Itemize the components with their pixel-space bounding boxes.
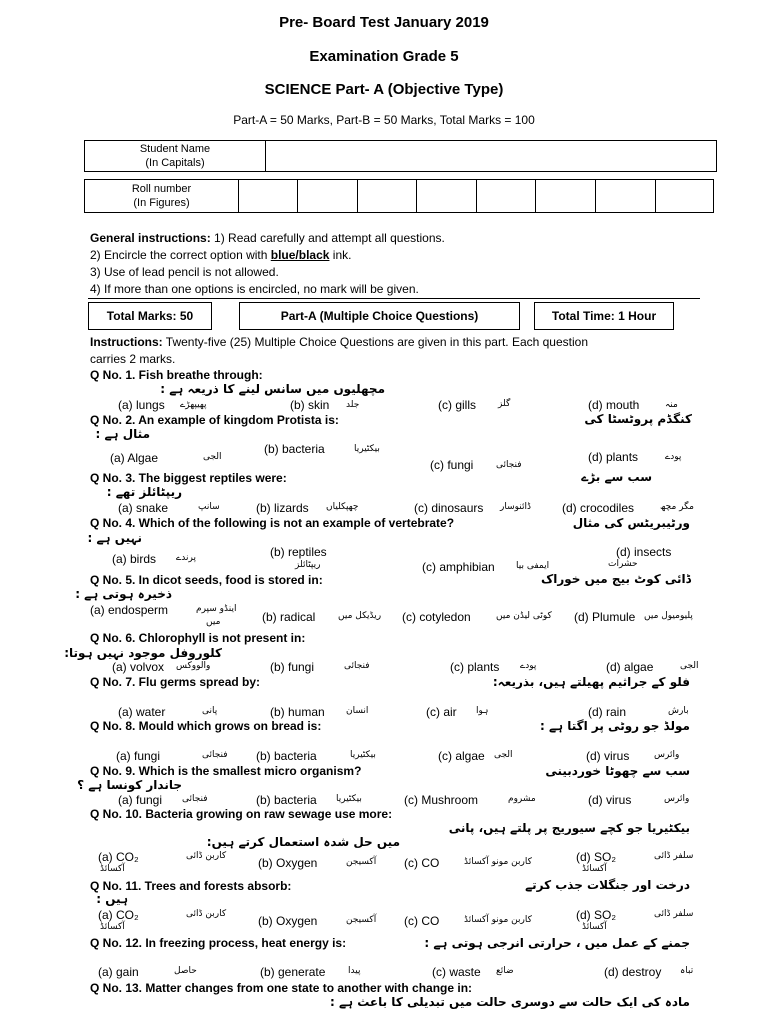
question-8-urdu: مولڈ جو روٹی پر اگتا ہے :	[540, 719, 690, 733]
q5-option-b-urdu: ریڈیکل میں	[338, 611, 382, 621]
question-3: Q No. 3. The biggest reptiles were:	[90, 471, 287, 485]
q8-option-a-urdu: فنجائی	[202, 750, 228, 760]
q3-option-c[interactable]: (c) dinosaurs	[414, 501, 484, 515]
q8-option-c-urdu: الجی	[494, 750, 513, 760]
q11-option-c-urdu: کاربن مونو آکسائڈ	[464, 915, 532, 925]
q6-option-d[interactable]: (d) algae	[606, 660, 654, 674]
q9-option-b-urdu: بیکٹیریا	[336, 794, 362, 804]
q2-option-c-urdu: فنجائی	[496, 460, 522, 470]
q7-option-b[interactable]: (b) human	[270, 705, 325, 719]
exam-grade: Examination Grade 5	[309, 48, 459, 65]
divider	[88, 298, 700, 299]
q9-option-d[interactable]: (d) virus	[588, 793, 632, 807]
question-6-urdu: کلوروفل موجود نہیں ہوتا:	[64, 646, 222, 660]
roll-number-label: Roll number (In Figures)	[131, 183, 192, 209]
q7-option-a-urdu: پانی	[202, 706, 218, 716]
q10-option-b-urdu: آکسیجن	[346, 857, 377, 867]
q9-option-c-urdu: مشروم	[508, 794, 536, 804]
question-8: Q No. 8. Mould which grows on bread is:	[90, 719, 322, 733]
q4-option-d[interactable]: (d) insects	[616, 545, 672, 559]
q12-option-d[interactable]: (d) destroy	[604, 965, 662, 979]
q3-option-d[interactable]: (d) crocodiles	[562, 501, 635, 515]
q11-option-d[interactable]: (d) SO₂	[576, 908, 616, 922]
general-instruction-4: 4) If more than one options is encircled, no mark will be given.	[90, 282, 419, 296]
q1-option-c-urdu: گلز	[498, 399, 511, 409]
q10-option-d[interactable]: (d) SO₂	[576, 850, 616, 864]
q4-option-a-urdu: پرندے	[176, 553, 196, 563]
q12-option-b-urdu: پیدا	[348, 966, 361, 976]
question-12-urdu: جمنے کے عمل میں ، حرارتی انرجی ہوتی ہے :	[424, 936, 690, 950]
question-9: Q No. 9. Which is the smallest micro organism?	[90, 764, 362, 778]
q5-option-c-urdu: کوٹی لیڈن میں	[496, 611, 552, 621]
part-a-box: Part-A (Multiple Choice Questions)	[239, 302, 520, 330]
question-4-urdu: ورٹیبریٹس کی مثال	[572, 516, 690, 530]
q7-option-d[interactable]: (d) rain	[588, 705, 627, 719]
question-9-urdu: سب سے چھوٹا خوردبینی	[545, 764, 690, 778]
q1-option-d[interactable]: (d) mouth	[588, 398, 640, 412]
q4-option-c[interactable]: (c) amphibian	[422, 560, 495, 574]
q4-option-b-urdu: ریپٹائلز	[295, 560, 321, 570]
q11-option-b-urdu: آکسیجن	[346, 915, 377, 925]
q12-option-a-urdu: حاصل	[174, 966, 197, 976]
q5-option-a[interactable]: (a) endosperm	[90, 603, 169, 617]
general-instruction-1: General instructions: 1) Read carefully and attempt all questions.	[90, 231, 445, 245]
q12-option-c-urdu: ضائع	[496, 966, 514, 976]
question-3-urdu: سب سے بڑے	[581, 470, 652, 484]
q1-option-a[interactable]: (a) lungs	[118, 398, 165, 412]
q10-option-a-urdu-2: آکسائڈ	[100, 864, 125, 874]
q10-option-b[interactable]: (b) Oxygen	[258, 856, 318, 870]
question-11: Q No. 11. Trees and forests absorb:	[90, 879, 292, 893]
q4-option-d-urdu: حشرات	[608, 559, 638, 569]
q9-option-a[interactable]: (a) fungi	[118, 793, 163, 807]
q10-option-d-urdu: سلفر ڈائی	[654, 851, 694, 861]
q11-option-c[interactable]: (c) CO	[404, 914, 440, 928]
q11-option-d-urdu-2: آکسائڈ	[582, 922, 607, 932]
q3-option-d-urdu: مگر مچھ	[660, 502, 694, 512]
q5-option-d[interactable]: (d) Plumule	[574, 610, 636, 624]
general-instruction-3: 3) Use of lead pencil is not allowed.	[90, 265, 279, 279]
q9-option-c[interactable]: (c) Mushroom	[404, 793, 479, 807]
q5-option-a-urdu-2: میں	[206, 617, 221, 627]
q8-option-b[interactable]: (b) bacteria	[256, 749, 317, 763]
question-5-urdu: ڈائی کوٹ بیج میں خوراک	[540, 572, 691, 586]
q2-option-d[interactable]: (d) plants	[588, 450, 639, 464]
q3-option-b[interactable]: (b) lizards	[256, 501, 309, 515]
q2-option-d-urdu: پودے	[665, 452, 682, 462]
question-1-urdu: مچھلیوں میں سانس لینے کا ذریعہ ہے :	[160, 382, 385, 396]
q1-option-b[interactable]: (b) skin	[290, 398, 330, 412]
q6-option-b-urdu: فنجائی	[344, 661, 370, 671]
q3-option-a[interactable]: (a) snake	[118, 501, 169, 515]
question-11-urdu-2: ہیں :	[96, 892, 128, 906]
question-7-urdu: فلو کے جراثیم پھیلتے ہیں، بذریعہ:	[492, 675, 690, 689]
q2-option-c[interactable]: (c) fungi	[430, 458, 474, 472]
q1-option-d-urdu: منہ	[665, 400, 678, 410]
exam-title: Pre- Board Test January 2019	[279, 14, 489, 31]
q8-option-c[interactable]: (c) algae	[438, 749, 485, 763]
q3-option-b-urdu: چھپکلیاں	[326, 502, 359, 512]
mcq-instructions-line1: Instructions: Twenty-five (25) Multiple Choice Questions are given in this part. Each question	[90, 335, 588, 349]
q3-option-a-urdu: سانپ	[198, 502, 220, 512]
student-name-box	[84, 140, 717, 172]
question-2-urdu-2: مثال ہے :	[95, 427, 150, 441]
q3-option-c-urdu: ڈائنوسار	[500, 502, 532, 512]
q2-option-a[interactable]: (a) Algae	[110, 451, 159, 465]
question-12: Q No. 12. In freezing process, heat energy is:	[90, 936, 347, 950]
q10-option-a[interactable]: (a) CO₂	[98, 850, 139, 864]
q8-option-b-urdu: بیکٹیریا	[350, 750, 376, 760]
q6-option-a-urdu: والووکس	[176, 661, 211, 671]
q6-option-c-urdu: پودے	[520, 661, 537, 671]
question-3-urdu-2: ریپٹائلز تھے :	[106, 485, 182, 499]
question-5: Q No. 5. In dicot seeds, food is stored in:	[90, 573, 323, 587]
question-10: Q No. 10. Bacteria growing on raw sewage use more:	[90, 807, 393, 821]
q6-option-c[interactable]: (c) plants	[450, 660, 500, 674]
q6-option-a[interactable]: (a) volvox	[112, 660, 165, 674]
q5-option-d-urdu: پلیومیول میں	[644, 611, 693, 621]
q5-option-c[interactable]: (c) cotyledon	[402, 610, 471, 624]
q2-option-b-urdu: بیکٹیریا	[354, 444, 380, 454]
q10-option-c-urdu: کاربن مونو آکسائڈ	[464, 857, 532, 867]
question-7: Q No. 7. Flu germs spread by:	[90, 675, 261, 689]
question-10-urdu-2: میں حل شدہ استعمال کرتے ہیں:	[206, 835, 400, 849]
q7-option-b-urdu: انسان	[346, 706, 369, 716]
q10-option-c[interactable]: (c) CO	[404, 856, 440, 870]
exam-subject: SCIENCE Part- A (Objective Type)	[264, 81, 504, 98]
q2-option-b[interactable]: (b) bacteria	[264, 442, 325, 456]
q7-option-d-urdu: بارش	[668, 706, 689, 716]
q9-option-a-urdu: فنجائی	[182, 794, 208, 804]
q9-option-d-urdu: وائرس	[664, 794, 690, 804]
question-11-urdu: درخت اور جنگلات جذب کرتے	[525, 878, 690, 892]
q1-option-c[interactable]: (c) gills	[438, 398, 476, 412]
q10-option-a-urdu: کاربن ڈائی	[186, 851, 227, 861]
question-13-urdu: مادہ کی ایک حالت سے دوسری حالت میں تبدیلی کا باعث ہے :	[330, 995, 690, 1009]
student-name-field[interactable]	[266, 141, 716, 171]
q6-option-b[interactable]: (b) fungi	[270, 660, 315, 674]
q12-option-b[interactable]: (b) generate	[260, 965, 326, 979]
question-4: Q No. 4. Which of the following is not an example of vertebrate?	[90, 516, 455, 530]
total-marks-box: Total Marks: 50	[88, 302, 212, 330]
q12-option-a[interactable]: (a) gain	[98, 965, 139, 979]
q4-option-a[interactable]: (a) birds	[112, 552, 157, 566]
q9-option-b[interactable]: (b) bacteria	[256, 793, 317, 807]
q4-option-c-urdu: ایمفی بیا	[516, 561, 550, 571]
q7-option-c-urdu: ہوا	[476, 706, 489, 716]
q12-option-d-urdu: تباہ	[680, 966, 694, 976]
q12-option-c[interactable]: (c) waste	[432, 965, 481, 979]
question-2: Q No. 2. An example of kingdom Protista is:	[90, 413, 339, 427]
q1-option-a-urdu: پھیپھڑے	[180, 400, 207, 410]
q8-option-d[interactable]: (d) virus	[586, 749, 630, 763]
q1-option-b-urdu: جلد	[346, 400, 360, 410]
q11-option-a-urdu-2: آکسائڈ	[100, 922, 125, 932]
question-6: Q No. 6. Chlorophyll is not present in:	[90, 631, 306, 645]
student-name-label: Student Name (In Capitals)	[139, 143, 211, 169]
roll-number-box	[84, 179, 714, 213]
q8-option-a[interactable]: (a) fungi	[116, 749, 161, 763]
q7-option-c[interactable]: (c) air	[426, 705, 457, 719]
q10-option-d-urdu-2: آکسائڈ	[582, 864, 607, 874]
q6-option-d-urdu: الجی	[680, 661, 699, 671]
q7-option-a[interactable]: (a) water	[118, 705, 166, 719]
marks-distribution: Part-A = 50 Marks, Part-B = 50 Marks, Total Marks = 100	[233, 113, 535, 127]
general-instruction-2: 2) Encircle the correct option with blue/black ink.	[90, 248, 352, 262]
q5-option-b[interactable]: (b) radical	[262, 610, 316, 624]
q8-option-d-urdu: وائرس	[654, 750, 680, 760]
q11-option-b[interactable]: (b) Oxygen	[258, 914, 318, 928]
question-5-urdu-2: ذخیرہ ہوتی ہے :	[75, 587, 172, 601]
q4-option-b[interactable]: (b) reptiles	[270, 545, 327, 559]
q5-option-a-urdu: اینڈو سپرم	[196, 604, 237, 614]
total-time-box: Total Time: 1 Hour	[534, 302, 674, 330]
q11-option-a-urdu: کاربن ڈائی	[186, 909, 227, 919]
q11-option-d-urdu: سلفر ڈائی	[654, 909, 694, 919]
question-10-urdu: بیکٹیریا جو کچے سیوریج پر پلتے ہیں، پانی	[448, 821, 690, 835]
question-4-urdu-2: نہیں ہے :	[87, 531, 142, 545]
mcq-instructions-line2: carries 2 marks.	[90, 352, 176, 366]
question-2-urdu: کنگڈم پروٹسٹا کی	[584, 412, 692, 426]
question-13: Q No. 13. Matter changes from one state to another with change in:	[90, 981, 473, 995]
q11-option-a[interactable]: (a) CO₂	[98, 908, 139, 922]
question-9-urdu-2: جاندار کونسا ہے ؟	[77, 778, 182, 792]
q2-option-a-urdu: الجی	[203, 452, 222, 462]
question-1: Q No. 1. Fish breathe through:	[90, 368, 263, 382]
